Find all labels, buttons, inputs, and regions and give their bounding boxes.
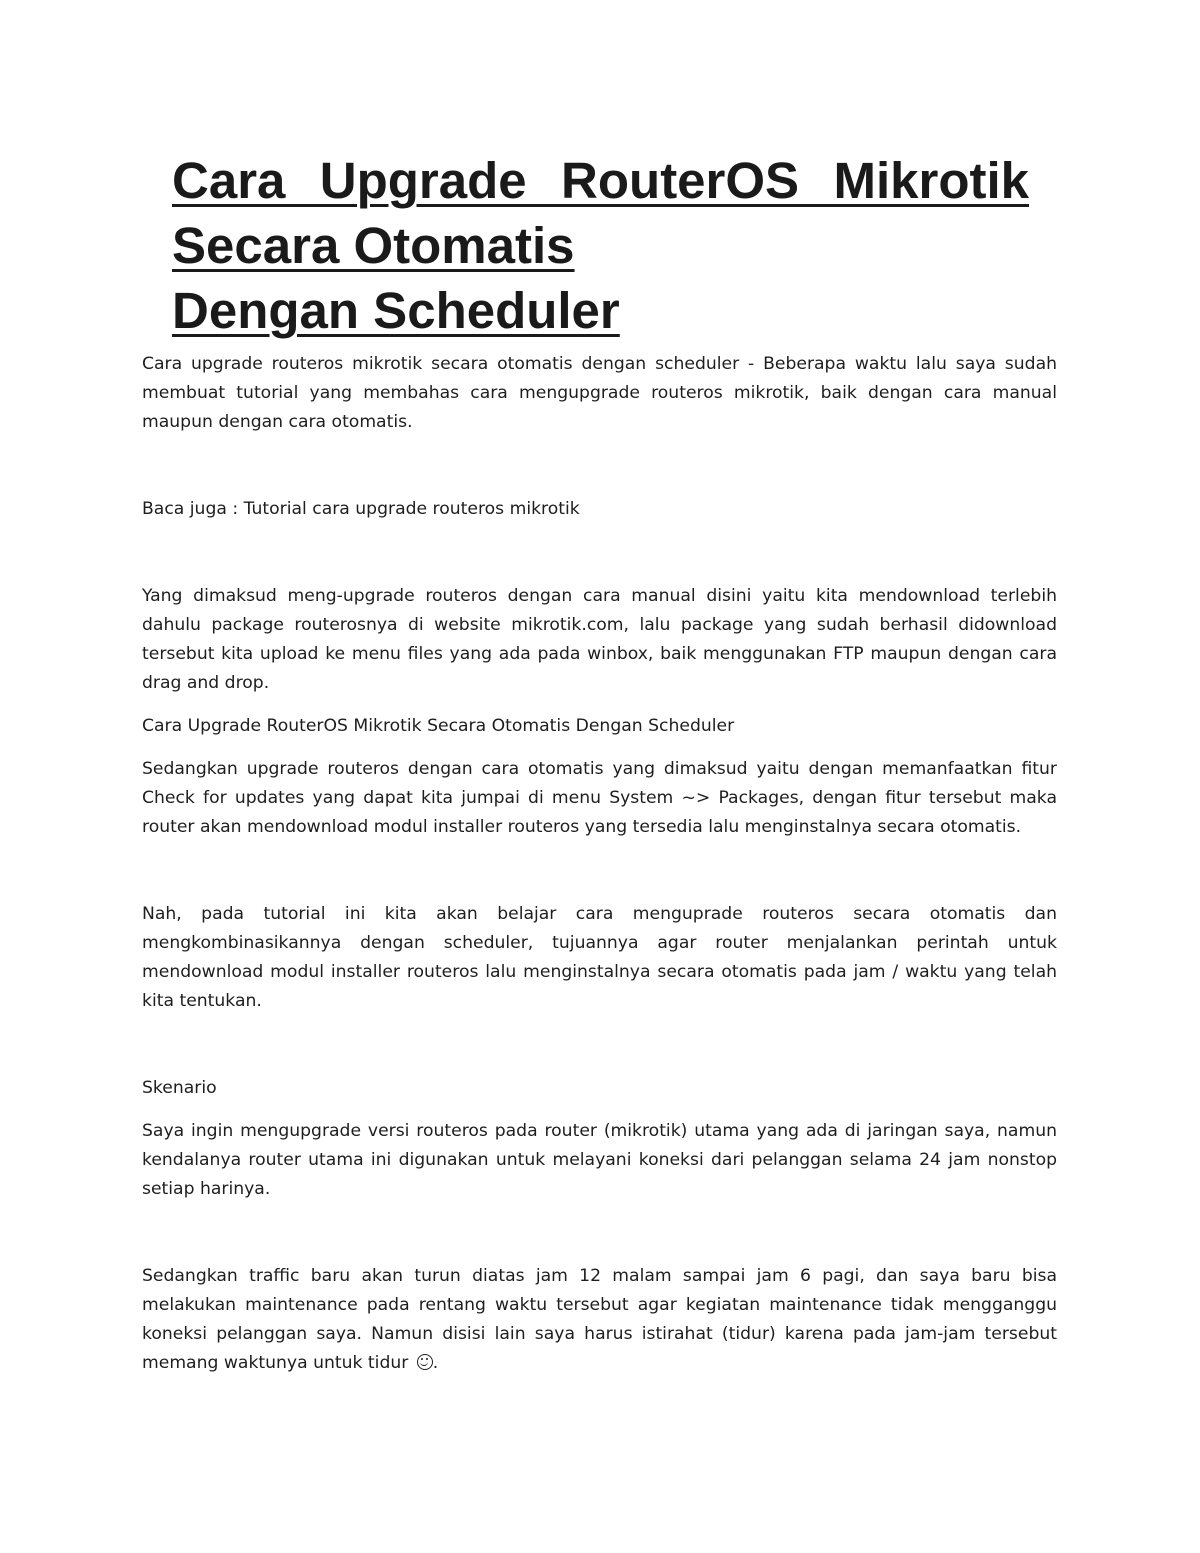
nah-paragraph: Nah, pada tutorial ini kita akan belajar cara menguprade routeros secara otomatis dan mengkombinasikannya dengan scheduler, tujuannya agar router menjalankan perintah untuk mendownload modul installer routeros lalu menginstalnya secara otomatis pada jam / waktu yang telah kita tentukan.: [142, 904, 1057, 1011]
document-page: [142, 148, 1057, 1378]
title-line-2: Dengan Scheduler: [172, 282, 620, 339]
skenario-heading: Skenario: [142, 1078, 217, 1098]
smiley-emoji-icon: [417, 1354, 433, 1370]
subheading-paragraph: Cara Upgrade RouterOS Mikrotik Secara Otomatis Dengan Scheduler: [142, 716, 735, 736]
intro-paragraph: Cara upgrade routeros mikrotik secara otomatis dengan scheduler - Beberapa waktu lalu saya sudah membuat tutorial yang membahas cara mengupgrade routeros mikrotik, baik dengan cara manual maupun dengan cara otomatis.: [142, 354, 1057, 432]
document-title: [172, 148, 1029, 343]
automatic-upgrade-paragraph: Sedangkan upgrade routeros dengan cara otomatis yang dimaksud yaitu dengan memanfaatkan fitur Check for updates yang dapat kita jumpai di menu System ~> Packages, dengan fitur tersebut maka router akan mendownload modul installer routeros yang tersedia lalu menginstalnya secara otomatis.: [142, 759, 1057, 837]
manual-upgrade-paragraph: Yang dimaksud meng-upgrade routeros dengan cara manual disini yaitu kita mendownload terlebih dahulu package routerosnya di website mikrotik.com, lalu package yang sudah berhasil didownload tersebut kita upload ke menu files yang ada pada winbox, baik menggunakan FTP maupun dengan cara drag and drop.: [142, 586, 1057, 693]
traffic-paragraph: [142, 1262, 1057, 1378]
baca-juga-paragraph: Baca juga : Tutorial cara upgrade routeros mikrotik: [142, 499, 580, 519]
traffic-period: .: [432, 1353, 439, 1373]
traffic-text: Sedangkan traffic baru akan turun diatas jam 12 malam sampai jam 6 pagi, dan saya baru bisa melakukan maintenance pada rentang waktu tersebut agar kegiatan maintenance tidak mengganggu koneksi pelanggan saya. Namun disisi lain saya harus istirahat (tidur) karena pada jam-jam tersebut memang waktunya untuk tidur: [142, 1266, 1057, 1373]
title-line-1: Cara Upgrade RouterOS Mikrotik Secara Otomatis: [172, 152, 1029, 274]
scenario-paragraph: Saya ingin mengupgrade versi routeros pada router (mikrotik) utama yang ada di jaringan saya, namun kendalanya router utama ini digunakan untuk melayani koneksi dari pelanggan selama 24 jam nonstop setiap harinya.: [142, 1121, 1057, 1199]
